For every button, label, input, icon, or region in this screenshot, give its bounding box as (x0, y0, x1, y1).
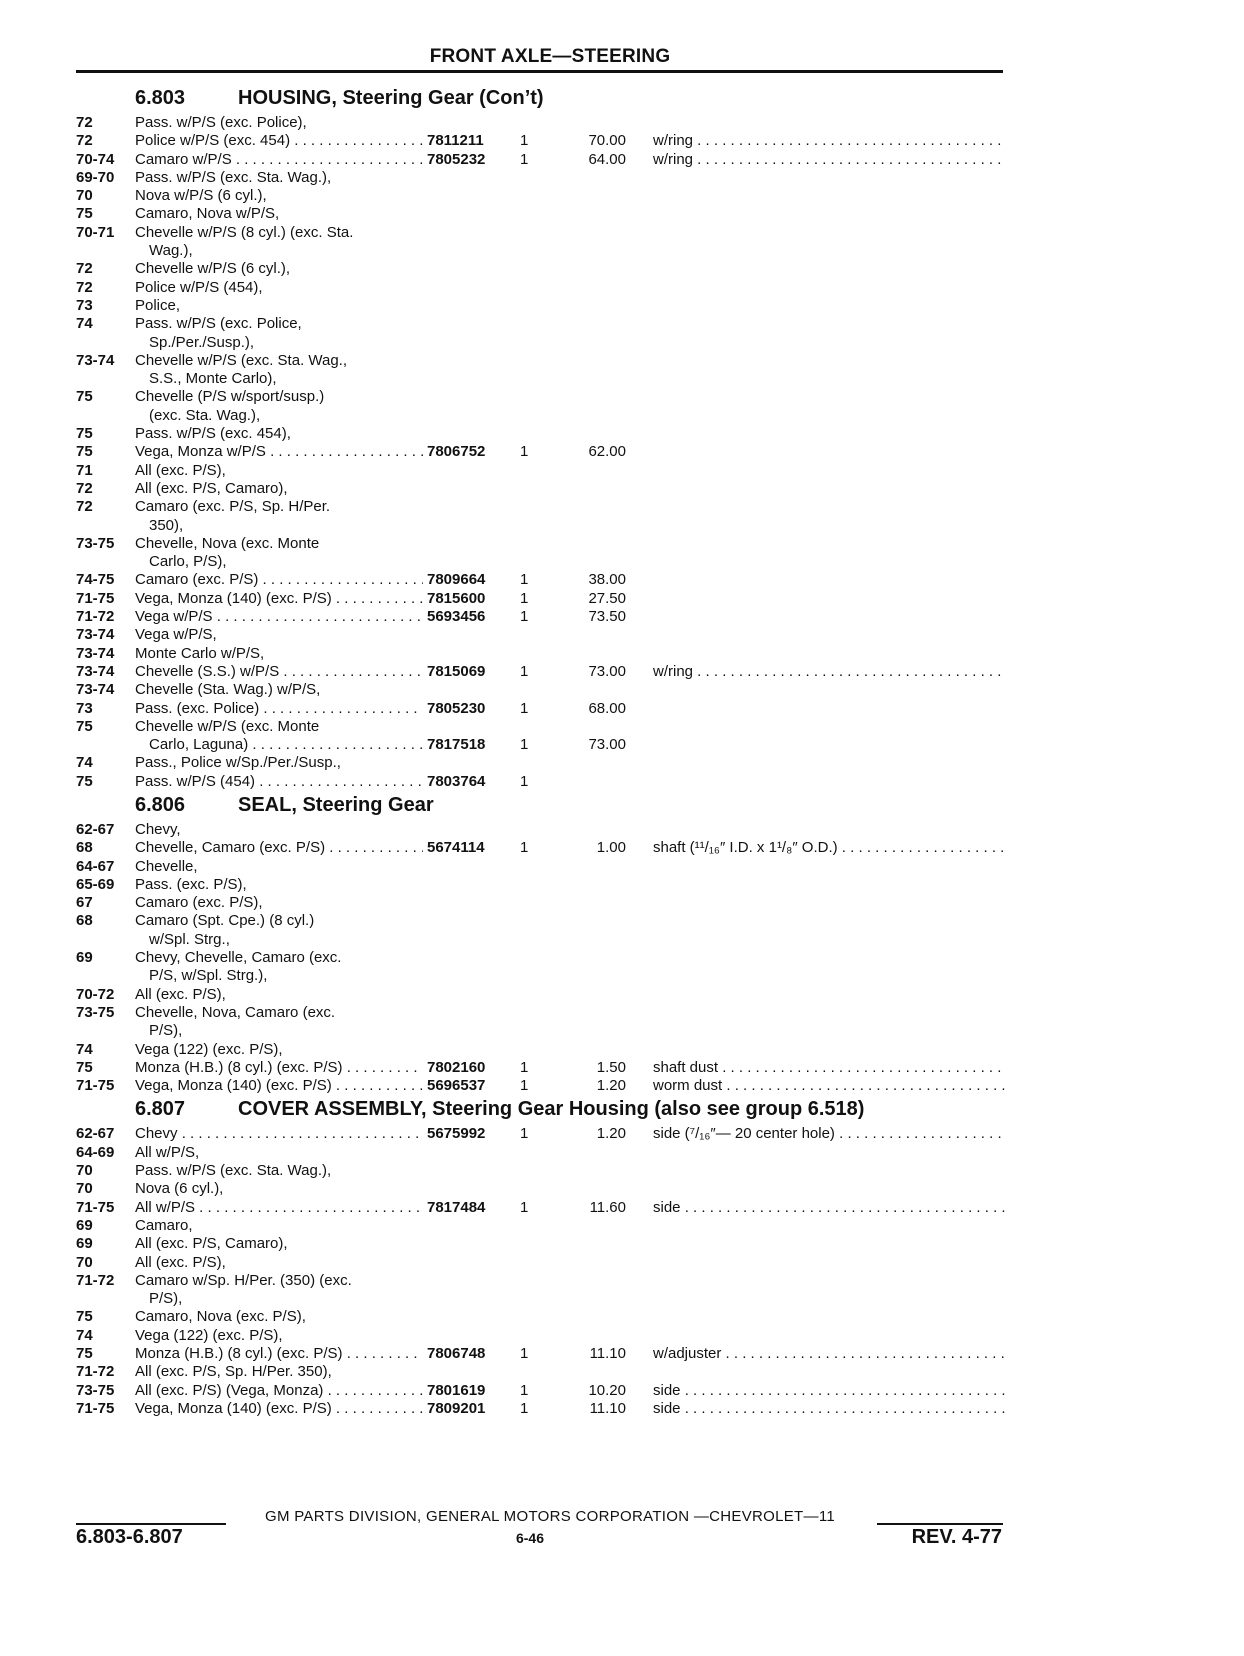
model-year: 73-74 (76, 351, 115, 369)
application-description: Chevelle w/P/S (exc. Sta. Wag., (135, 351, 348, 369)
parts-row (76, 773, 1006, 791)
section-code: 6.807 (135, 1098, 186, 1121)
parts-row (76, 736, 1006, 754)
section-code: 6.806 (135, 793, 186, 816)
part-note: w/adjuster . . . (653, 1345, 1005, 1363)
application-description: Carlo, P/S), (149, 553, 227, 571)
model-year: 71-75 (76, 1077, 115, 1095)
quantity: 1 (520, 443, 529, 461)
part-note: w/ring . . . (653, 663, 1005, 681)
application-description: S.S., Monte Carlo), (149, 370, 277, 388)
part-number: 7801619 (423, 1382, 503, 1400)
part-number: 7805230 (423, 700, 503, 718)
parts-row (76, 151, 1006, 169)
part-note: side . . . (653, 1382, 1005, 1400)
parts-row (76, 1199, 1006, 1217)
parts-row (76, 1077, 1006, 1095)
section-header (76, 84, 1006, 114)
part-note: side . . . (653, 1400, 1005, 1418)
part-number: 5675992 (423, 1125, 503, 1143)
application-description: Pass. (exc. P/S), (135, 875, 247, 893)
parts-row (76, 663, 1006, 681)
application-description: Pass., Police w/Sp./Per./Susp., (135, 754, 341, 772)
parts-row (76, 1290, 1006, 1308)
parts-row (76, 718, 1006, 736)
application-description: Police w/P/S (454), (135, 278, 263, 296)
parts-row (76, 1022, 1006, 1040)
part-number: 5693456 (423, 608, 503, 626)
application-description: Pass. w/P/S (exc. Sta. Wag.), (135, 1162, 332, 1180)
model-year: 62-67 (76, 1125, 115, 1143)
model-year: 74 (76, 754, 93, 772)
model-year: 70 (76, 1253, 93, 1271)
model-year: 62-67 (76, 820, 115, 838)
parts-row (76, 224, 1006, 242)
application-description: All (exc. P/S, Camaro), (135, 1235, 288, 1253)
parts-row (76, 839, 1006, 857)
list-price: 10.20 (588, 1381, 626, 1399)
section-header (76, 1095, 1006, 1125)
footer-corporation: GM PARTS DIVISION, GENERAL MOTORS CORPORATION —CHEVROLET—11 (264, 1508, 835, 1525)
parts-row (76, 480, 1006, 498)
part-note: worm dust . . . (653, 1077, 1005, 1095)
application-description: All (exc. P/S), (135, 1253, 226, 1271)
parts-row (76, 443, 1006, 461)
list-price: 73.00 (588, 736, 626, 754)
quantity: 1 (520, 608, 529, 626)
application-description: All (exc. P/S, Sp. H/Per. 350), (135, 1363, 332, 1381)
quantity: 1 (520, 1198, 529, 1216)
footer-revision: REV. 4-77 (911, 1526, 1002, 1548)
application-description: All (exc. P/S, Camaro), (135, 479, 288, 497)
application-description: Vega, Monza (140) (exc. P/S) . . . (135, 1400, 475, 1418)
part-number: 7805232 (423, 151, 503, 169)
part-note: shaft (¹¹/₁₆″ I.D. x 1¹/₈″ O.D.) . . . (653, 839, 1005, 857)
parts-row (76, 986, 1006, 1004)
application-description: Chevelle w/P/S (8 cyl.) (exc. Sta. (135, 223, 354, 241)
part-number: 5674114 (423, 839, 503, 857)
application-description: (exc. Sta. Wag.), (149, 406, 261, 424)
parts-row (76, 1041, 1006, 1059)
application-description: Vega (122) (exc. P/S), (135, 1326, 283, 1344)
model-year: 74 (76, 1040, 93, 1058)
model-year: 71-72 (76, 1271, 115, 1289)
model-year: 70 (76, 1180, 93, 1198)
parts-row (76, 571, 1006, 589)
parts-row (76, 425, 1006, 443)
part-number: 7806752 (423, 443, 503, 461)
parts-row (76, 517, 1006, 535)
model-year: 72 (76, 479, 93, 497)
part-number: 7809664 (423, 571, 503, 589)
parts-row (76, 1308, 1006, 1326)
parts-row (76, 114, 1006, 132)
model-year: 70-72 (76, 985, 115, 1003)
part-number: 7815600 (423, 590, 503, 608)
model-year: 75 (76, 388, 93, 406)
application-description: Chevelle (P/S w/sport/susp.) (135, 388, 325, 406)
application-description: Monza (H.B.) (8 cyl.) (exc. P/S) . . . (135, 1059, 475, 1077)
application-description: 350), (149, 516, 184, 534)
application-description: Sp./Per./Susp.), (149, 333, 255, 351)
application-description: Police w/P/S (exc. 454) . . . (135, 132, 475, 150)
model-year: 73-74 (76, 644, 115, 662)
list-price: 73.00 (588, 662, 626, 680)
model-year: 75 (76, 1345, 93, 1362)
parts-row (76, 407, 1006, 425)
application-description: Chevelle, (135, 857, 198, 875)
part-note: w/ring . . . (653, 151, 1005, 169)
section-code: 6.803 (135, 87, 186, 109)
application-description: Chevelle w/P/S (6 cyl.), (135, 260, 291, 278)
list-price: 11.10 (589, 1399, 626, 1417)
quantity: 1 (520, 699, 529, 717)
application-description: P/S), (149, 1022, 183, 1040)
part-number: 7811211 (423, 132, 503, 150)
application-description: Vega, Monza (140) (exc. P/S) . . . (135, 1077, 475, 1095)
application-description: w/Spl. Strg., (149, 930, 230, 948)
application-description: Pass. (exc. Police) . . . (135, 700, 475, 718)
application-description: Camaro w/P/S . . . (135, 151, 475, 169)
quantity: 1 (520, 132, 529, 150)
model-year: 70 (76, 187, 93, 205)
parts-row (76, 187, 1006, 205)
model-year: 72 (76, 498, 93, 516)
parts-row (76, 1363, 1006, 1381)
application-description: Camaro, Nova (exc. P/S), (135, 1308, 306, 1326)
parts-row (76, 1345, 1006, 1363)
application-description: Carlo, Laguna) . . . (135, 736, 475, 754)
model-year: 69 (76, 1216, 93, 1234)
parts-row (76, 590, 1006, 608)
model-year: 68 (76, 912, 93, 930)
parts-row (76, 1180, 1006, 1198)
model-year: 72 (76, 132, 93, 150)
section-title: COVER ASSEMBLY, Steering Gear Housing (also see group 6.518) (238, 1098, 865, 1121)
list-price: 1.50 (596, 1058, 626, 1076)
application-description: Camaro (exc. P/S) . . . (135, 571, 475, 589)
parts-row (76, 535, 1006, 553)
application-description: Vega, Monza w/P/S . . . (135, 443, 475, 461)
model-year: 69-70 (76, 168, 115, 186)
header-rule (76, 70, 1003, 73)
application-description: Chevelle, Nova, Camaro (exc. (135, 1003, 336, 1021)
model-year: 70 (76, 1162, 93, 1180)
model-year: 75 (76, 772, 93, 790)
list-price: 11.60 (589, 1198, 626, 1216)
parts-row (76, 205, 1006, 223)
model-year: 74 (76, 1326, 93, 1344)
model-year: 71-75 (76, 589, 115, 607)
part-note: w/ring . . . (653, 132, 1005, 150)
parts-row (76, 754, 1006, 772)
model-year: 71-72 (76, 608, 115, 626)
parts-row (76, 1217, 1006, 1235)
application-description: Chevy, (135, 820, 181, 838)
application-description: Vega w/P/S, (135, 626, 217, 644)
model-year: 75 (76, 1058, 93, 1076)
application-description: Chevelle w/P/S (exc. Monte (135, 717, 320, 735)
part-number: 5696537 (423, 1077, 503, 1095)
model-year: 72 (76, 114, 93, 131)
parts-row (76, 1400, 1006, 1418)
parts-row (76, 645, 1006, 663)
quantity: 1 (520, 1125, 529, 1143)
parts-row (76, 370, 1006, 388)
application-description: Chevy . . . (135, 1125, 475, 1143)
application-description: All (exc. P/S), (135, 461, 226, 479)
parts-row (76, 169, 1006, 187)
model-year: 75 (76, 1308, 93, 1326)
model-year: 73-75 (76, 534, 115, 552)
parts-row (76, 1125, 1006, 1143)
parts-row (76, 1327, 1006, 1345)
quantity: 1 (520, 571, 529, 589)
parts-row (76, 260, 1006, 278)
parts-row (76, 1059, 1006, 1077)
footer-page-number: 6-46 (515, 1530, 545, 1546)
parts-row (76, 912, 1006, 930)
parts-row (76, 821, 1006, 839)
section-header (76, 791, 1006, 821)
section-title: HOUSING, Steering Gear (Con’t) (238, 87, 544, 109)
quantity: 1 (520, 1345, 529, 1362)
model-year: 68 (76, 839, 93, 857)
model-year: 75 (76, 443, 93, 461)
model-year: 75 (76, 717, 93, 735)
application-description: Chevelle, Camaro (exc. P/S) . . . (135, 839, 475, 857)
application-description: Wag.), (149, 242, 193, 260)
model-year: 73 (76, 296, 93, 314)
application-description: Nova w/P/S (6 cyl.), (135, 187, 267, 205)
parts-row (76, 242, 1006, 260)
application-description: Camaro (exc. P/S, Sp. H/Per. (135, 498, 331, 516)
application-description: Chevelle, Nova (exc. Monte (135, 534, 320, 552)
application-description: Camaro, Nova w/P/S, (135, 205, 280, 223)
model-year: 75 (76, 425, 93, 443)
model-year: 73 (76, 699, 93, 717)
parts-row (76, 1144, 1006, 1162)
list-price: 38.00 (588, 571, 626, 589)
parts-row (76, 297, 1006, 315)
application-description: All (exc. P/S), (135, 985, 226, 1003)
model-year: 65-69 (76, 875, 115, 893)
list-price: 1.20 (596, 1077, 626, 1095)
parts-row (76, 858, 1006, 876)
model-year: 70-71 (76, 223, 115, 241)
footer-group-range: 6.803-6.807 (76, 1526, 183, 1548)
quantity: 1 (520, 772, 529, 790)
part-number: 7802160 (423, 1059, 503, 1077)
part-number: 7817484 (423, 1199, 503, 1217)
parts-row (76, 553, 1006, 571)
model-year: 64-69 (76, 1143, 115, 1161)
list-price: 1.20 (596, 1125, 626, 1143)
application-description: Pass. w/P/S (exc. 454), (135, 425, 291, 443)
model-year: 69 (76, 1235, 93, 1253)
parts-row (76, 334, 1006, 352)
list-price: 68.00 (588, 699, 626, 717)
model-year: 71 (76, 461, 93, 479)
application-description: Nova (6 cyl.), (135, 1180, 224, 1198)
model-year: 71-75 (76, 1198, 115, 1216)
application-description: Chevelle (S.S.) w/P/S . . . (135, 663, 475, 681)
application-description: Camaro (Spt. Cpe.) (8 cyl.) (135, 912, 315, 930)
quantity: 1 (520, 150, 529, 168)
model-year: 72 (76, 278, 93, 296)
application-description: Pass. w/P/S (454) . . . (135, 773, 475, 791)
part-note: side (⁷/₁₆″— 20 center hole) . . . (653, 1125, 1005, 1143)
model-year: 73-74 (76, 662, 115, 680)
model-year: 70-74 (76, 150, 115, 168)
parts-row (76, 1272, 1006, 1290)
application-description: Monte Carlo w/P/S, (135, 644, 265, 662)
parts-row (76, 352, 1006, 370)
application-description: Camaro, (135, 1216, 193, 1234)
parts-row (76, 967, 1006, 985)
part-number: 7806748 (423, 1345, 503, 1363)
model-year: 71-75 (76, 1399, 115, 1417)
parts-row (76, 388, 1006, 406)
parts-row (76, 608, 1006, 626)
parts-row (76, 626, 1006, 644)
part-number: 7809201 (423, 1400, 503, 1418)
list-price: 62.00 (588, 443, 626, 461)
model-year: 73-74 (76, 681, 115, 699)
parts-row (76, 931, 1006, 949)
list-price: 64.00 (588, 150, 626, 168)
parts-row (76, 1162, 1006, 1180)
part-number: 7817518 (423, 736, 503, 754)
parts-row (76, 1235, 1006, 1253)
application-description: Vega w/P/S . . . (135, 608, 475, 626)
part-note: shaft dust . . . (653, 1059, 1005, 1077)
quantity: 1 (520, 839, 529, 857)
parts-row (76, 894, 1006, 912)
model-year: 72 (76, 260, 93, 278)
application-description: Pass. w/P/S (exc. Police, (135, 315, 302, 333)
application-description: Vega (122) (exc. P/S), (135, 1040, 283, 1058)
list-price: 1.00 (596, 839, 626, 857)
footer-rule-left (76, 1523, 226, 1525)
parts-row (76, 949, 1006, 967)
parts-row (76, 498, 1006, 516)
list-price: 11.10 (589, 1345, 626, 1362)
model-year: 73-75 (76, 1381, 115, 1399)
list-price: 27.50 (588, 589, 626, 607)
model-year: 73-75 (76, 1003, 115, 1021)
page-title: FRONT AXLE—STEERING (429, 46, 671, 67)
parts-row (76, 315, 1006, 333)
part-note: side . . . (653, 1199, 1005, 1217)
application-description: Pass. w/P/S (exc. Police), (135, 114, 307, 131)
application-description: Camaro w/Sp. H/Per. (350) (exc. (135, 1271, 352, 1289)
application-description: Vega, Monza (140) (exc. P/S) . . . (135, 590, 475, 608)
application-description: P/S), (149, 1290, 183, 1308)
parts-row (76, 1004, 1006, 1022)
parts-list (76, 84, 1006, 1418)
application-description: P/S, w/Spl. Strg.), (149, 967, 268, 985)
part-number: 7815069 (423, 663, 503, 681)
application-description: Chevy, Chevelle, Camaro (exc. (135, 949, 342, 967)
quantity: 1 (520, 589, 529, 607)
list-price: 73.50 (588, 608, 626, 626)
part-number: 7803764 (423, 773, 503, 791)
model-year: 75 (76, 205, 93, 223)
parts-row (76, 132, 1006, 150)
parts-row (76, 462, 1006, 480)
quantity: 1 (520, 1077, 529, 1095)
quantity: 1 (520, 662, 529, 680)
parts-row (76, 700, 1006, 718)
model-year: 64-67 (76, 857, 115, 875)
application-description: Monza (H.B.) (8 cyl.) (exc. P/S) . . . (135, 1345, 475, 1363)
parts-row (76, 1382, 1006, 1400)
application-description: All w/P/S . . . (135, 1199, 475, 1217)
parts-row (76, 876, 1006, 894)
model-year: 74 (76, 315, 93, 333)
application-description: Camaro (exc. P/S), (135, 894, 263, 912)
application-description: Pass. w/P/S (exc. Sta. Wag.), (135, 168, 332, 186)
application-description: All (exc. P/S) (Vega, Monza) . . . (135, 1382, 475, 1400)
quantity: 1 (520, 1058, 529, 1076)
parts-row (76, 279, 1006, 297)
quantity: 1 (520, 1381, 529, 1399)
list-price: 70.00 (588, 132, 626, 150)
model-year: 71-72 (76, 1363, 115, 1381)
footer-rule-right (877, 1523, 1003, 1525)
application-description: Chevelle (Sta. Wag.) w/P/S, (135, 681, 321, 699)
model-year: 67 (76, 894, 93, 912)
section-title: SEAL, Steering Gear (238, 793, 434, 816)
application-description: Police, (135, 296, 181, 314)
model-year: 74-75 (76, 571, 115, 589)
parts-row (76, 681, 1006, 699)
quantity: 1 (520, 736, 529, 754)
parts-row (76, 1254, 1006, 1272)
quantity: 1 (520, 1399, 529, 1417)
application-description: All w/P/S, (135, 1143, 200, 1161)
model-year: 69 (76, 949, 93, 967)
model-year: 73-74 (76, 626, 115, 644)
